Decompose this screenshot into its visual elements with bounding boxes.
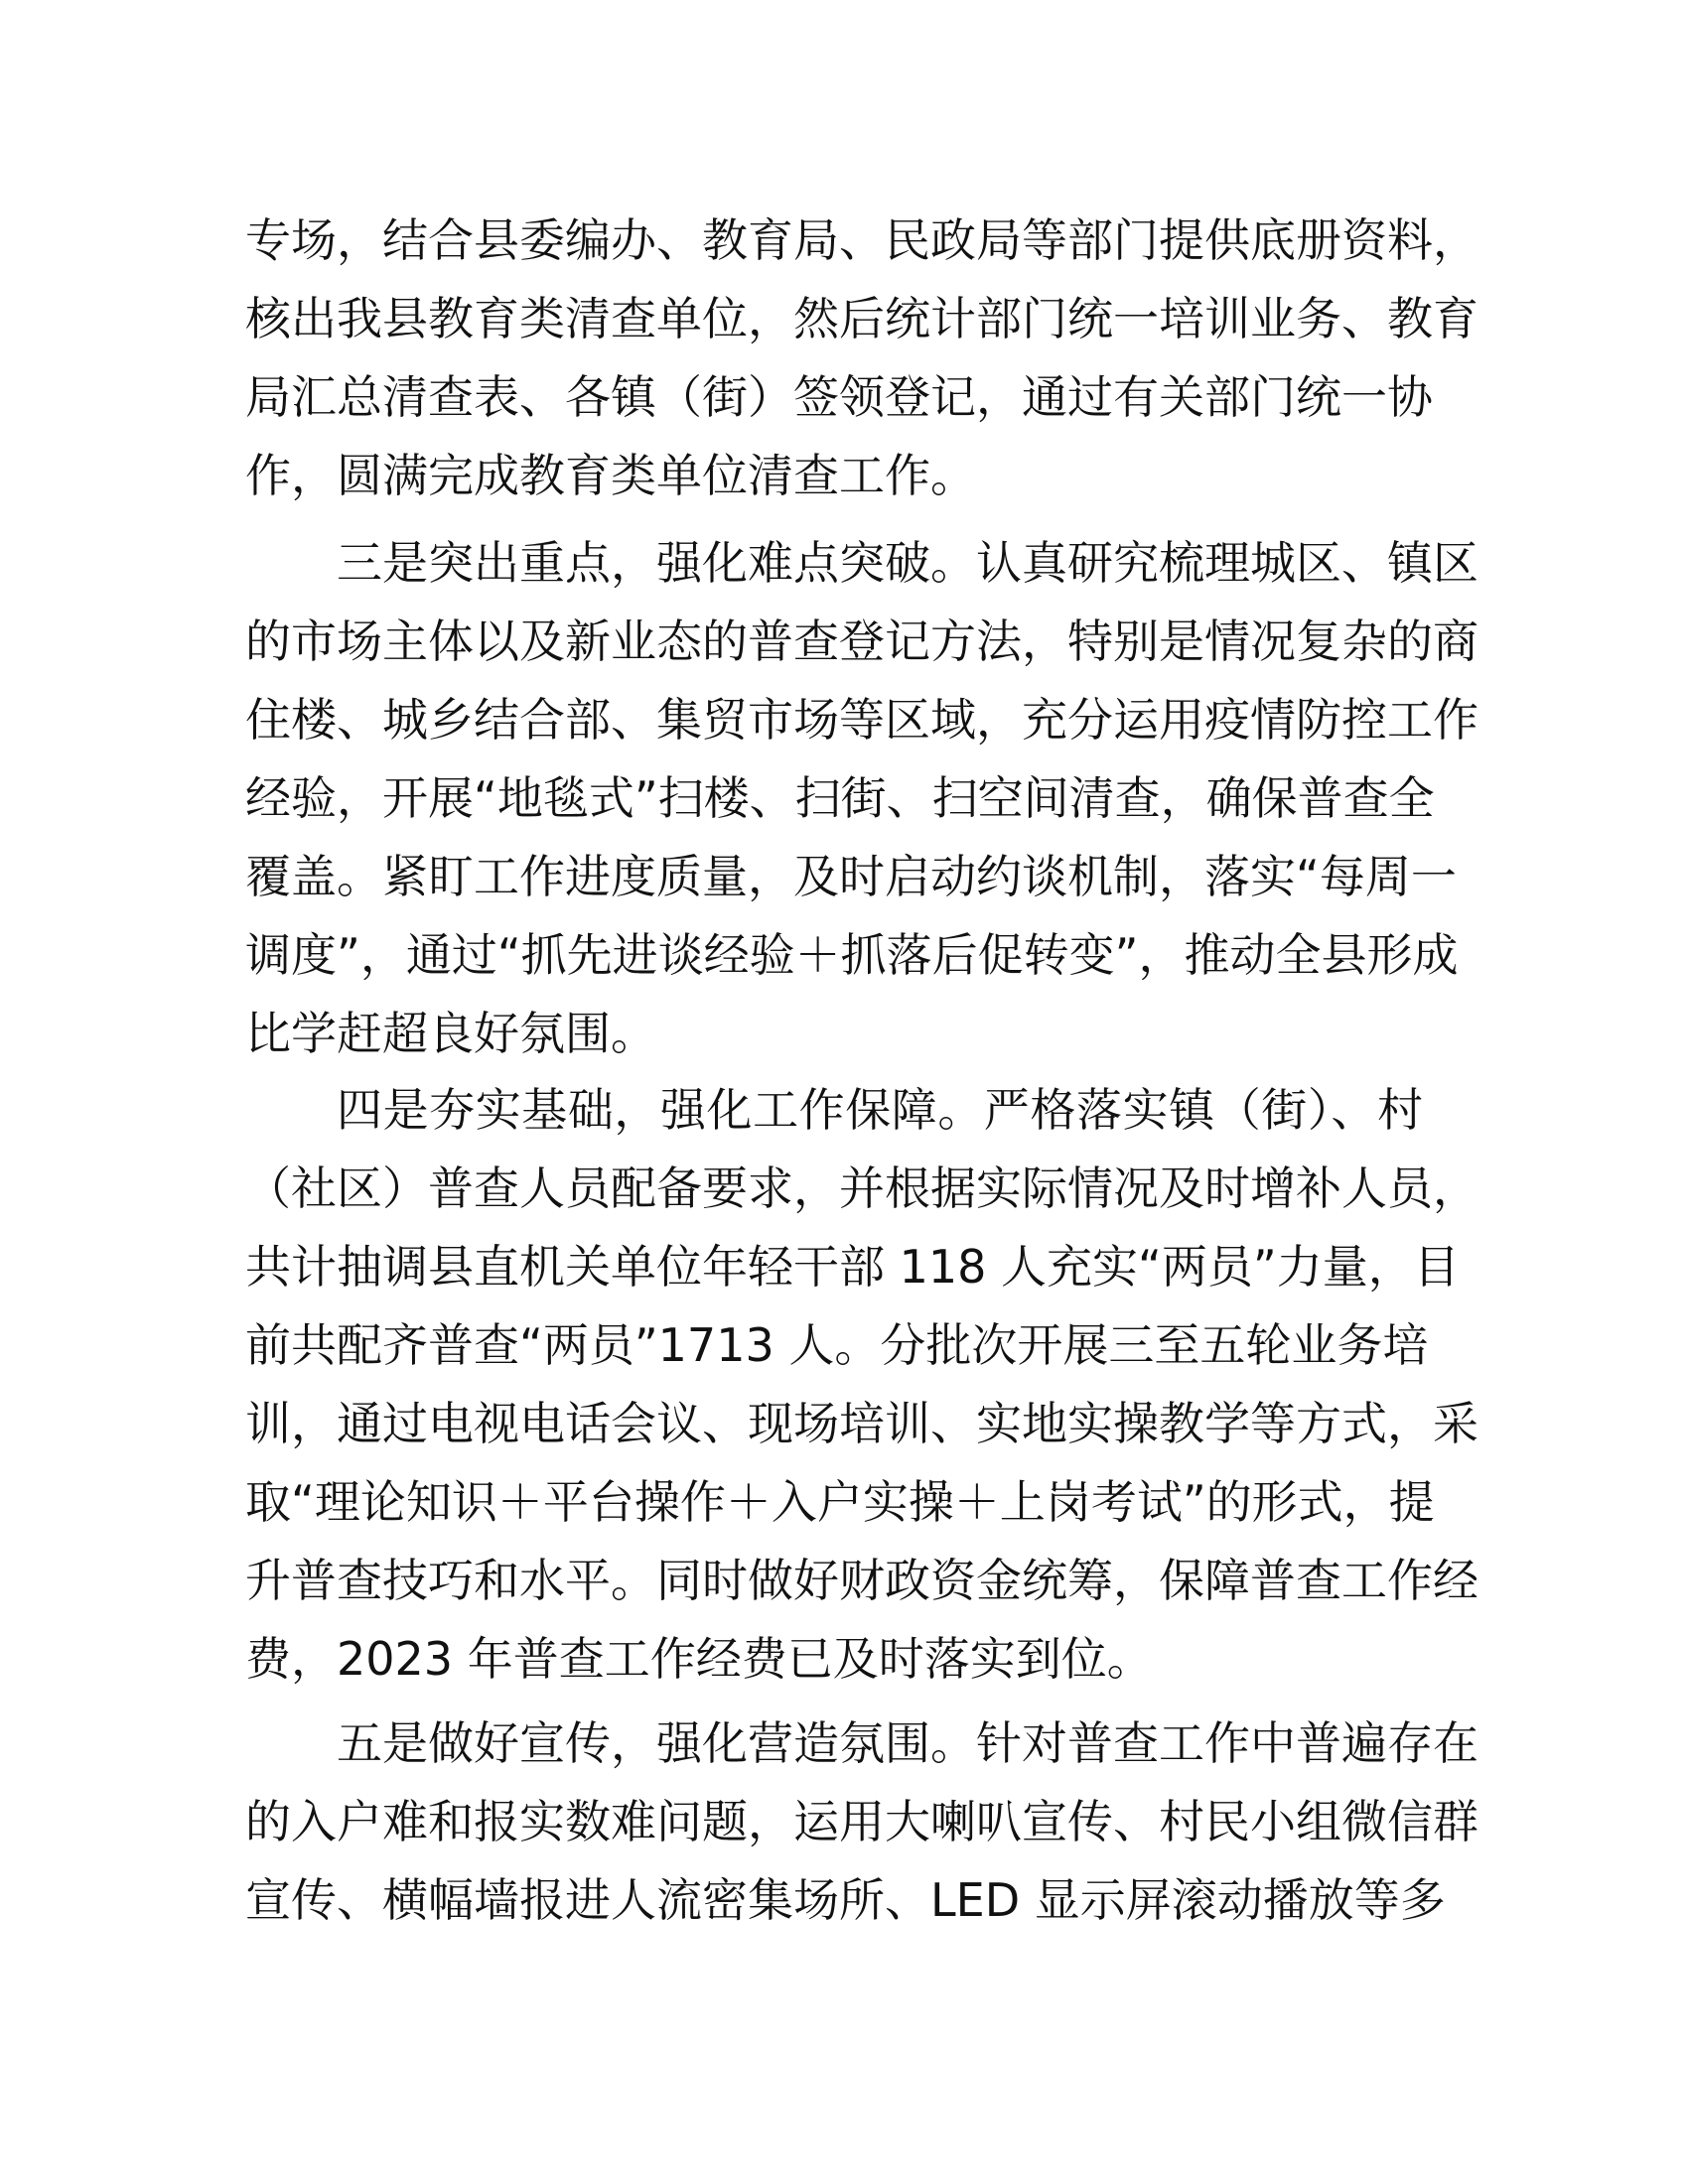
text-line: 比学赶超良好氛围。 — [245, 1007, 656, 1060]
paragraph-foundation — [245, 1071, 1478, 1699]
text-line: 共计抽调县直机关单位年轻干部 118 人充实“两员”力量，目 — [245, 1240, 1460, 1294]
paragraph-publicity — [245, 1705, 1478, 1940]
text-line: 四是夯实基础，强化工作保障。严格落实镇（街）、村 — [337, 1083, 1423, 1137]
paragraph-key-points — [245, 524, 1478, 1073]
text-line: 前共配齐普查“两员”1713 人。分批次开展三至五轮业务培 — [245, 1318, 1429, 1372]
text-line: 作，圆满完成教育类单位清查工作。 — [245, 449, 976, 502]
text-line: 的入户难和报实数难问题，运用大喇叭宣传、村民小组微信群 — [245, 1795, 1478, 1848]
text-line: 费，2023 年普查工作经费已及时落实到位。 — [245, 1632, 1153, 1686]
text-line: 核出我县教育类清查单位，然后统计部门统一培训业务、教育 — [245, 292, 1478, 345]
text-line: 经验，开展“地毯式”扫楼、扫街、扫空间清查，确保普查全 — [245, 771, 1435, 825]
text-line: 宣传、横幅墙报进人流密集场所、LED 显示屏滚动播放等多 — [245, 1873, 1446, 1927]
text-line: 调度”，通过“抓先进谈经验＋抓落后促转变”，推动全县形成 — [245, 928, 1459, 982]
text-line: 的市场主体以及新业态的普查登记方法，特别是情况复杂的商 — [245, 614, 1478, 668]
text-line: 训，通过电视电话会议、现场培训、实地实操教学等方式，采 — [245, 1397, 1478, 1450]
text-line: 覆盖。紧盯工作进度质量，及时启动约谈机制，落实“每周一 — [245, 850, 1457, 903]
text-line: （社区）普查人员配备要求，并根据实际情况及时增补人员， — [245, 1161, 1478, 1215]
paragraph-education-census — [245, 202, 1478, 515]
text-line: 住楼、城乡结合部、集贸市场等区域，充分运用疫情防控工作 — [245, 693, 1478, 747]
text-line: 升普查技巧和水平。同时做好财政资金统筹，保障普查工作经 — [245, 1554, 1478, 1607]
text-line: 专场，结合县委编办、教育局、民政局等部门提供底册资料， — [245, 213, 1478, 267]
text-line: 局汇总清查表、各镇（街）签领登记，通过有关部门统一协 — [245, 370, 1433, 424]
text-line: 五是做好宣传，强化营造氛围。针对普查工作中普遍存在 — [337, 1716, 1478, 1770]
text-line: 三是突出重点，强化难点突破。认真研究梳理城区、镇区 — [337, 536, 1478, 590]
text-line: 取“理论知识＋平台操作＋入户实操＋上岗考试”的形式，提 — [245, 1475, 1435, 1529]
